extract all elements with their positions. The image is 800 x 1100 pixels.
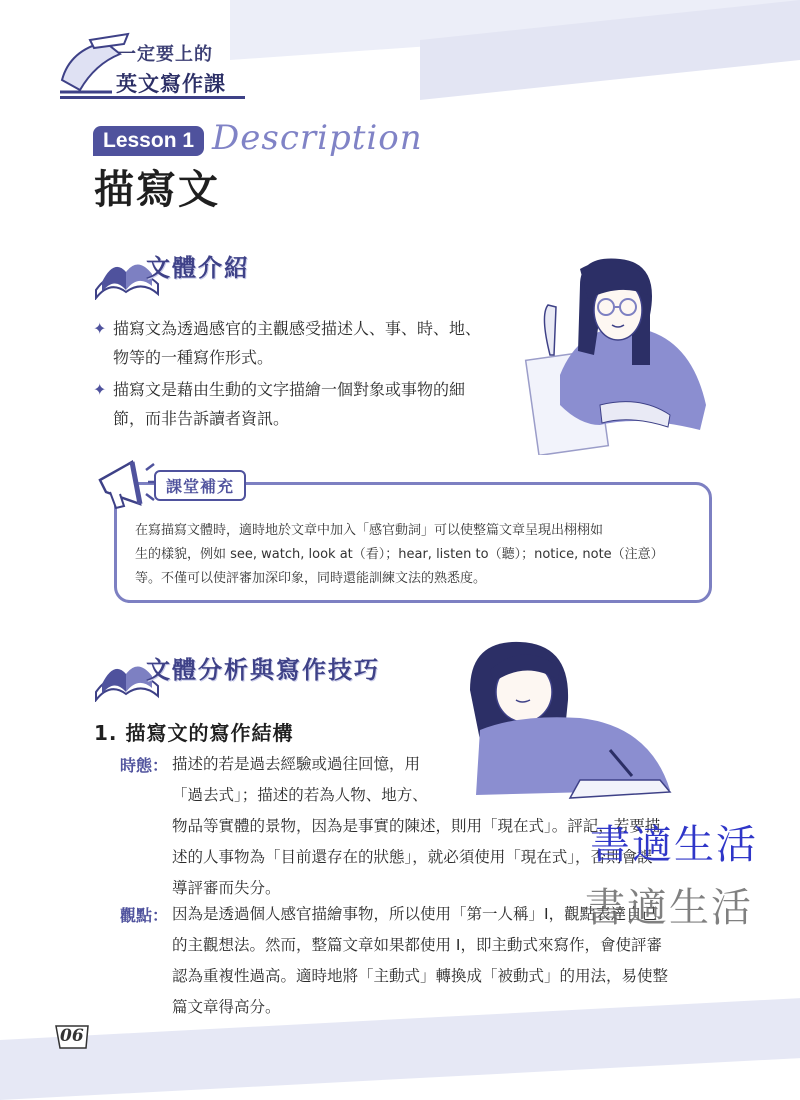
series-underline bbox=[60, 96, 245, 99]
tense-line: 導評審而失分。 bbox=[172, 879, 281, 897]
tense-line: 描述的若是過去經驗或過往回憶，用 bbox=[172, 755, 421, 773]
supplement-tag: 課堂補充 bbox=[154, 470, 246, 501]
bottom-decor-stripe bbox=[0, 998, 800, 1100]
page-number: 06 bbox=[60, 1026, 84, 1046]
diamond-bullet-icon: ✦ bbox=[93, 380, 107, 399]
woman-writing-illustration bbox=[460, 630, 690, 805]
viewpoint-line: 因為是透過個人感官描繪事物，所以使用「第一人稱」I，觀點表達自己 bbox=[172, 905, 658, 923]
lesson-english-title: Description bbox=[212, 118, 423, 158]
supplement-text bbox=[135, 519, 701, 591]
supplement-line: 生的樣貌，例如 see, watch, look at（看）；hear, listen to（聽）；notice, note（注意） bbox=[135, 547, 664, 562]
tense-label: 時態： bbox=[120, 756, 169, 775]
intro-bullet bbox=[93, 314, 513, 372]
intro-bullet-line: 節，而非告訴讀者資訊。 bbox=[113, 409, 290, 428]
lesson-title: 描寫文 bbox=[94, 167, 220, 213]
supplement-line: 等。不僅可以使評審加深印象，同時還能訓練文法的熟悉度。 bbox=[135, 571, 487, 586]
tense-line: 「過去式」；描述的若為人物、地方、 bbox=[172, 786, 428, 804]
analysis-heading: 文體分析與寫作技巧 bbox=[146, 656, 380, 684]
series-title-line2: 英文寫作課 bbox=[116, 72, 226, 96]
megaphone-icon bbox=[92, 452, 162, 512]
tense-line: 述的人事物為「目前還存在的狀態」，就必須使用「現在式」，否則會誤 bbox=[172, 848, 653, 866]
intro-bullet-line: 描寫文是藉由生動的文字描繪一個對象或事物的細 bbox=[113, 380, 466, 399]
series-badge bbox=[50, 30, 250, 108]
watermark-text: 書適生活 bbox=[590, 822, 758, 868]
intro-bullet-line: 描寫文為透過感官的主觀感受描述人、事、時、地、 bbox=[113, 319, 482, 338]
series-title-line1: 一定要上的 bbox=[118, 44, 213, 65]
viewpoint-line: 認為重複性過高。適時地將「主動式」轉換成「被動式」的用法，易使整 bbox=[172, 967, 669, 985]
intro-heading: 文體介紹 bbox=[146, 254, 250, 282]
viewpoint-label: 觀點： bbox=[120, 906, 169, 925]
intro-bullets bbox=[93, 314, 513, 433]
viewpoint-line: 的主觀想法。然而，整篇文章如果都使用 I，即主動式來寫作，會使評審 bbox=[172, 936, 663, 954]
intro-bullet bbox=[93, 375, 513, 433]
diamond-bullet-icon: ✦ bbox=[93, 319, 107, 338]
lesson-number-label: Lesson 1 bbox=[93, 126, 204, 156]
supplement-line: 在寫描寫文體時，適時地於文章中加入「感官動詞」可以使整篇文章呈現出栩栩如 bbox=[135, 523, 604, 538]
intro-bullet-line: 物等的一種寫作形式。 bbox=[113, 348, 274, 367]
analysis-subheading: 1. 描寫文的寫作結構 bbox=[94, 721, 294, 745]
woman-with-glasses-illustration bbox=[520, 255, 720, 455]
watermark-text: 書適生活 bbox=[585, 885, 753, 931]
tense-line: 物品等實體的景物，因為是事實的陳述，則用「現在式」。評記，若要描 bbox=[172, 817, 661, 835]
viewpoint-line: 篇文章得高分。 bbox=[172, 998, 281, 1016]
